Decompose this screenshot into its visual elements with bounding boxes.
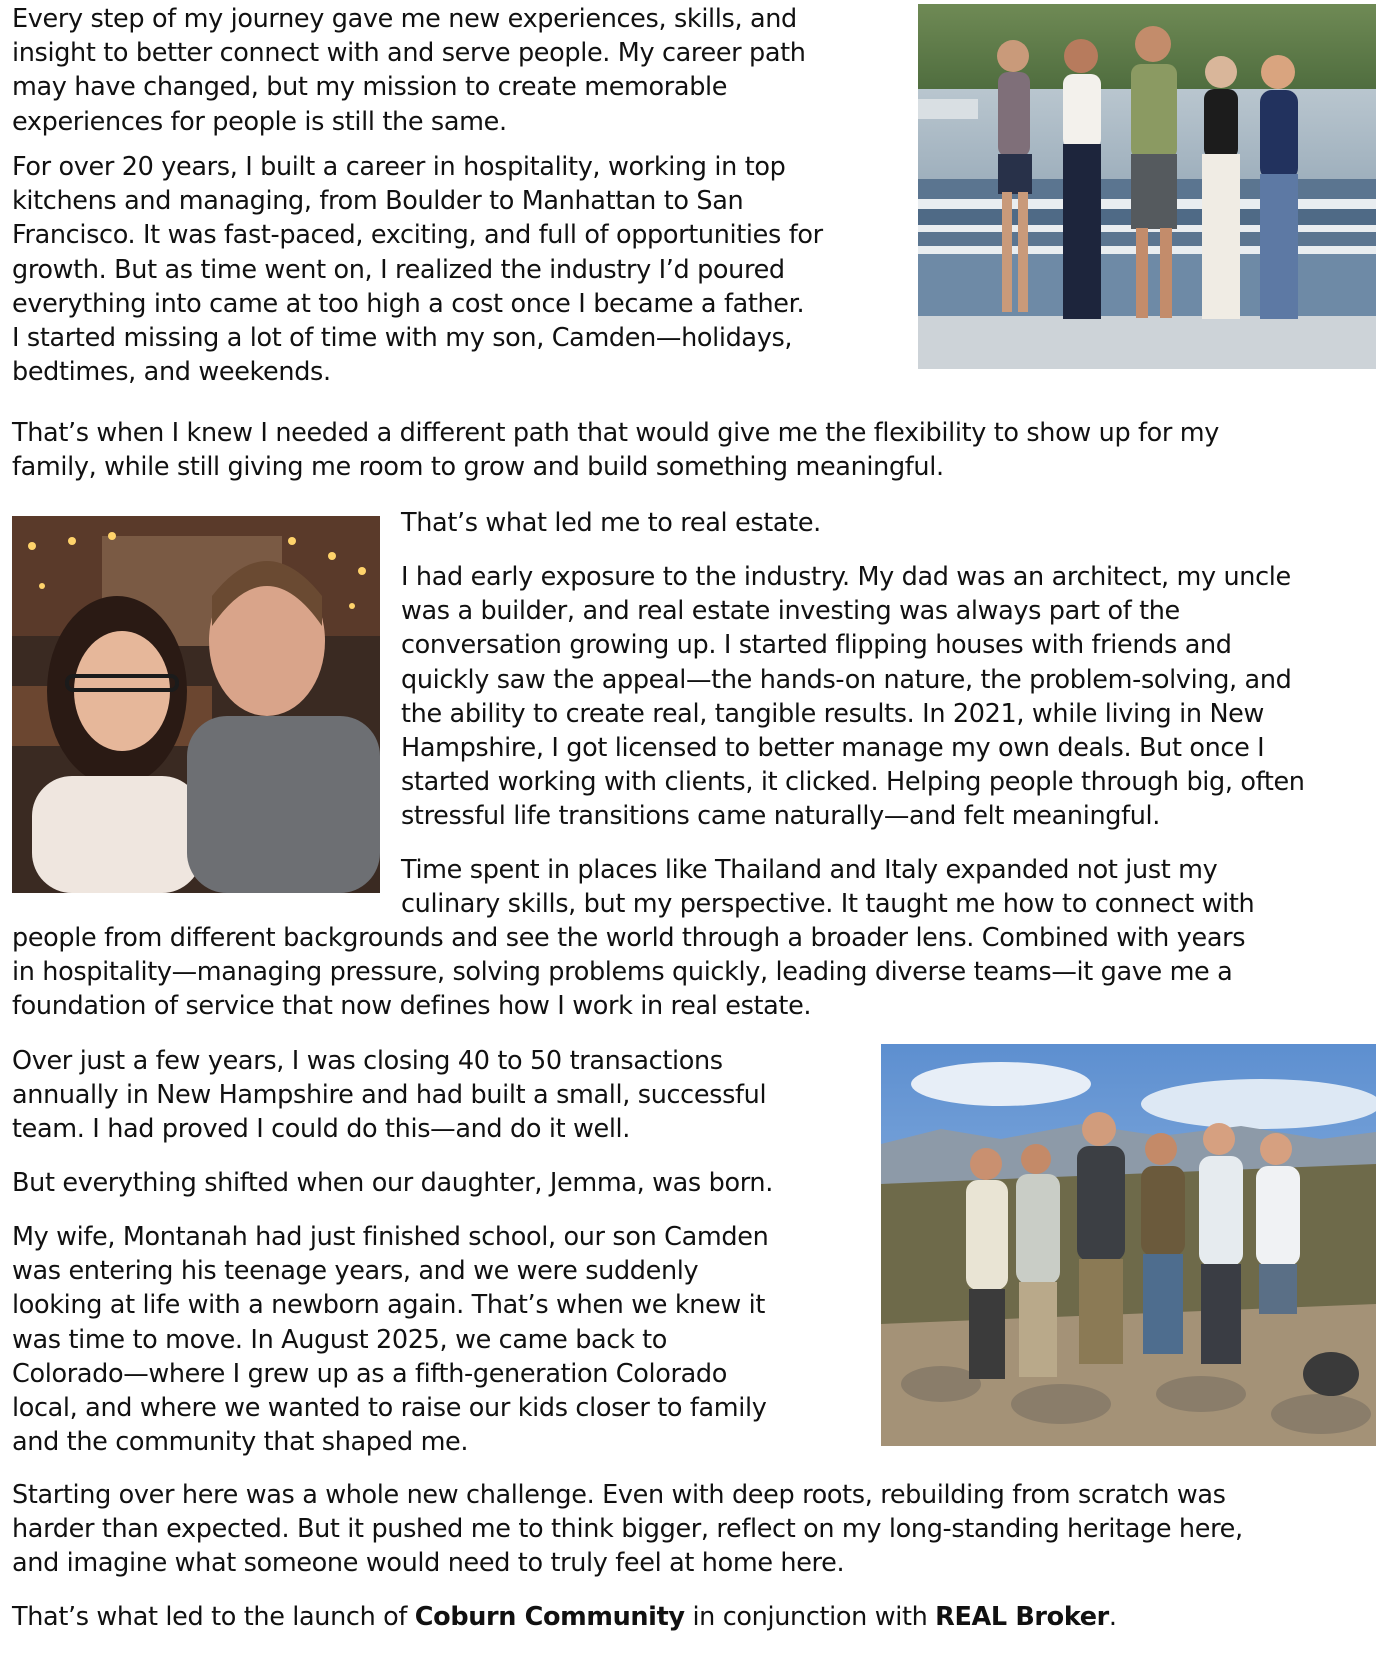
text-line: started working with clients, it clicked. Helping people through big, often xyxy=(401,767,1305,798)
text-line: may have changed, but my mission to create memorable xyxy=(12,72,728,103)
paragraph-travel-part2 xyxy=(12,921,1245,1024)
paragraph-starting-over xyxy=(12,1478,1243,1581)
text-line: My wife, Montanah had just finished school, our son Camden xyxy=(12,1222,769,1252)
text-line: kitchens and managing, from Boulder to Manhattan to San xyxy=(12,186,744,217)
text-line: I had early exposure to the industry. My dad was an architect, my uncle xyxy=(401,562,1291,592)
text-line: bedtimes, and weekends. xyxy=(12,357,331,388)
text-line: For over 20 years, I built a career in hospitality, working in top xyxy=(12,152,786,182)
text-line: culinary skills, but my perspective. It taught me how to connect with xyxy=(401,889,1255,920)
text-line: But everything shifted when our daughter, Jemma, was born. xyxy=(12,1168,773,1198)
text-line: That’s when I knew I needed a different path that would give me the flexibility to show up for my xyxy=(12,418,1220,448)
text-line: Francisco. It was fast-paced, exciting, and full of opportunities for xyxy=(12,220,823,251)
text-line: and the community that shaped me. xyxy=(12,1427,469,1458)
paragraph-transactions xyxy=(12,1044,766,1147)
text-line: the ability to create real, tangible results. In 2021, while living in New xyxy=(401,698,1265,729)
paragraph-coburn-community xyxy=(12,1600,1117,1634)
final-text-part1: That’s what led to the launch of xyxy=(12,1602,415,1632)
text-line: foundation of service that now defines how I work in real estate. xyxy=(12,991,812,1022)
final-text-part2: in conjunction with xyxy=(684,1602,936,1632)
text-line: annually in New Hampshire and had built a small, successful xyxy=(12,1080,767,1111)
text-line: and imagine what someone would need to truly feel at home here. xyxy=(12,1548,845,1579)
text-line: insight to better connect with and serve people. My career path xyxy=(12,38,806,69)
final-text-part3: . xyxy=(1108,1602,1117,1632)
brand-real-broker: REAL Broker xyxy=(935,1602,1109,1632)
paragraph-travel-part1 xyxy=(401,853,1254,921)
text-line: That’s what led me to real estate. xyxy=(401,508,821,538)
team-photo xyxy=(918,4,1376,369)
text-line: Every step of my journey gave me new experiences, skills, and xyxy=(12,4,797,34)
text-line: was a builder, and real estate investing was always part of the xyxy=(401,596,1180,627)
text-line: I started missing a lot of time with my son, Camden—holidays, xyxy=(12,323,793,354)
text-line: people from different backgrounds and see the world through a broader lens. Combined with years xyxy=(12,923,1246,953)
text-line: local, and where we wanted to raise our kids closer to family xyxy=(12,1393,767,1424)
text-line: harder than expected. But it pushed me to think bigger, reflect on my long-standing heritage here, xyxy=(12,1514,1243,1545)
text-line: Hampshire, I got licensed to better manage my own deals. But once I xyxy=(401,733,1265,764)
text-line: Time spent in places like Thailand and Italy expanded not just my xyxy=(401,855,1218,885)
text-line: family, while still giving me room to grow and build something meaningful. xyxy=(12,452,944,483)
paragraph-early-exposure xyxy=(401,560,1305,834)
paragraph-hospitality-career xyxy=(12,150,823,389)
paragraph-different-path xyxy=(12,416,1219,484)
text-line: growth. But as time went on, I realized the industry I’d poured xyxy=(12,254,785,285)
text-line: quickly saw the appeal—the hands-on nature, the problem-solving, and xyxy=(401,664,1292,695)
text-line: team. I had proved I could do this—and do it well. xyxy=(12,1114,631,1145)
text-line: in hospitality—managing pressure, solving problems quickly, leading diverse teams—it gave me a xyxy=(12,957,1233,988)
text-line: stressful life transitions came naturally—and felt meaningful. xyxy=(401,801,1161,832)
text-line: conversation growing up. I started flipping houses with friends and xyxy=(401,630,1232,661)
text-line: Starting over here was a whole new challenge. Even with deep roots, rebuilding from scratch was xyxy=(12,1480,1226,1510)
mountain-hikers-photo xyxy=(881,1044,1376,1446)
text-line: everything into came at too high a cost once I became a father. xyxy=(12,288,805,319)
text-line: experiences for people is still the same. xyxy=(12,106,507,137)
paragraph-daughter-born xyxy=(12,1166,773,1200)
paragraph-led-to-real-estate xyxy=(401,506,821,540)
text-line: Over just a few years, I was closing 40 to 50 transactions xyxy=(12,1046,723,1076)
text-line: was entering his teenage years, and we were suddenly xyxy=(12,1256,699,1287)
text-line: was time to move. In August 2025, we came back to xyxy=(12,1324,668,1355)
paragraph-journey xyxy=(12,2,806,139)
brand-coburn-community: Coburn Community xyxy=(414,1602,685,1632)
couple-selfie-photo xyxy=(12,516,380,893)
text-line: Colorado—where I grew up as a fifth-generation Colorado xyxy=(12,1358,727,1389)
text-line: looking at life with a newborn again. That’s when we knew it xyxy=(12,1290,766,1321)
paragraph-move-to-colorado xyxy=(12,1220,768,1459)
